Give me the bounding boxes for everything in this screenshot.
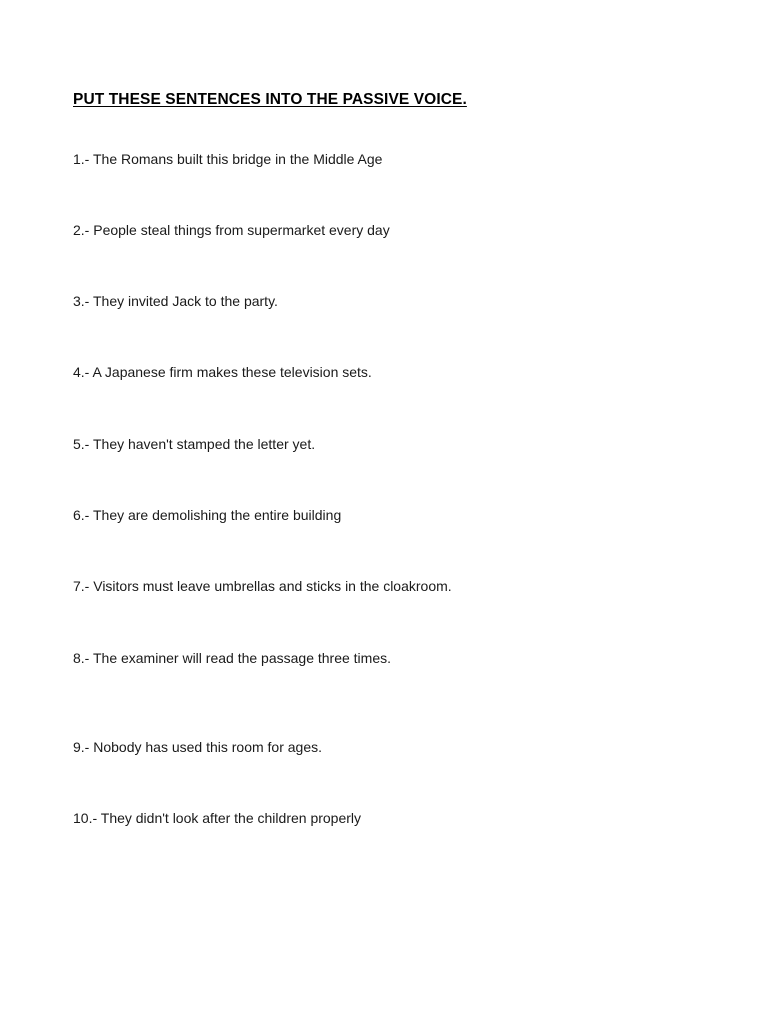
sentence-1: 1.- The Romans built this bridge in the Middle Age [73, 151, 383, 167]
sentence-6: 6.- They are demolishing the entire building [73, 507, 342, 523]
sentence-10: 10.- They didn't look after the children properly [73, 810, 362, 826]
sentence-7: 7.- Visitors must leave umbrellas and sticks in the cloakroom. [73, 578, 452, 594]
worksheet-title: PUT THESE SENTENCES INTO THE PASSIVE VOICE. [73, 91, 467, 108]
sentence-2: 2.- People steal things from supermarket every day [73, 222, 390, 238]
sentence-5: 5.- They haven't stamped the letter yet. [73, 436, 316, 452]
sentence-3: 3.- They invited Jack to the party. [73, 293, 278, 309]
sentence-8: 8.- The examiner will read the passage three times. [73, 650, 392, 666]
sentence-4: 4.- A Japanese firm makes these television sets. [73, 364, 372, 380]
sentence-9: 9.- Nobody has used this room for ages. [73, 739, 323, 755]
